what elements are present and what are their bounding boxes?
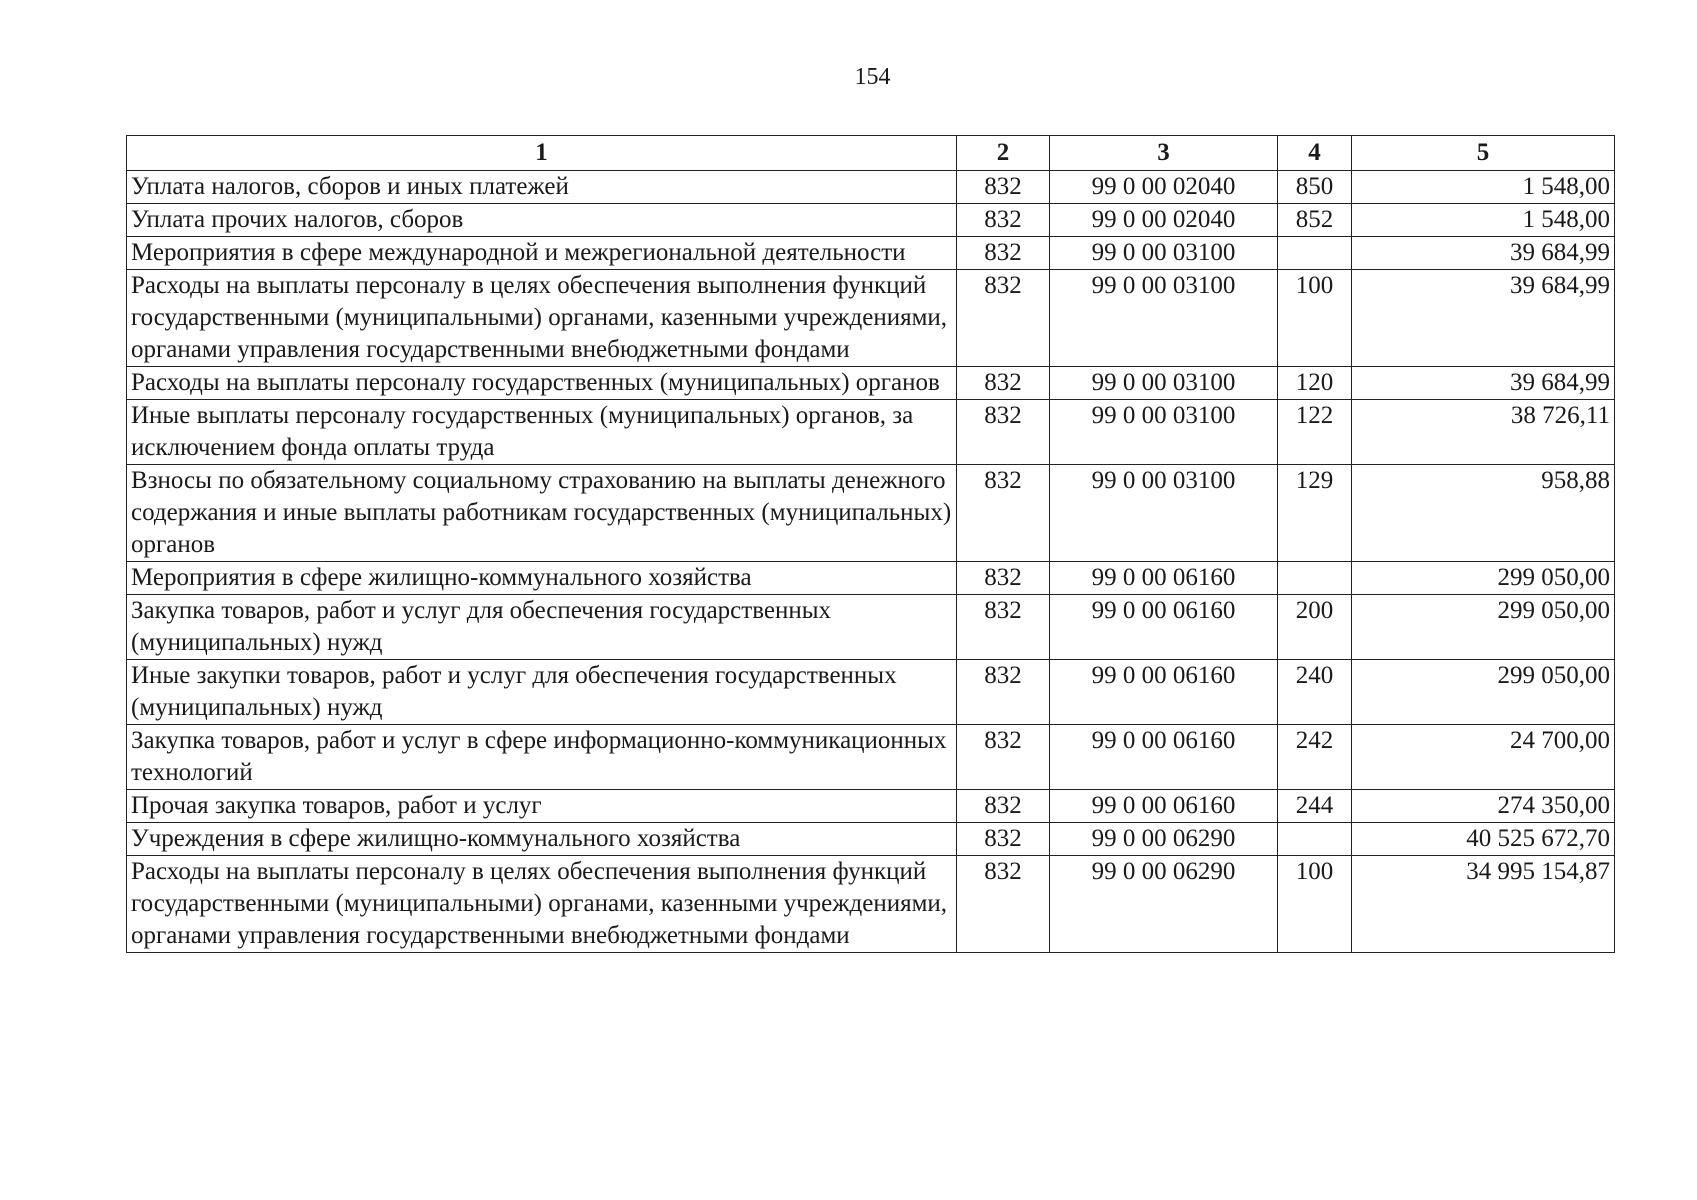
row-col2-cell: 832 bbox=[957, 270, 1050, 367]
row-amount-cell: 40 525 672,70 bbox=[1352, 823, 1615, 856]
budget-table bbox=[126, 135, 1615, 953]
row-name-cell: Иные выплаты персоналу государственных (муниципальных) органов, за исключением фонда оплаты труда bbox=[127, 400, 957, 465]
row-name-cell: Расходы на выплаты персоналу государственных (муниципальных) органов bbox=[127, 367, 957, 400]
row-col4-cell: 129 bbox=[1278, 465, 1352, 562]
row-col2-cell: 832 bbox=[957, 204, 1050, 237]
table-body bbox=[127, 171, 1615, 953]
row-col3-cell: 99 0 00 06160 bbox=[1050, 595, 1278, 660]
table-row bbox=[127, 400, 1615, 465]
row-col2-cell: 832 bbox=[957, 562, 1050, 595]
column-header-2: 2 bbox=[957, 136, 1050, 171]
row-amount-cell: 299 050,00 bbox=[1352, 595, 1615, 660]
table-row bbox=[127, 171, 1615, 204]
row-col4-cell: 200 bbox=[1278, 595, 1352, 660]
row-col4-cell: 244 bbox=[1278, 790, 1352, 823]
row-name-cell: Взносы по обязательному социальному страхованию на выплаты денежного содержания и иные выплаты работникам государственных (муниципальных) органов bbox=[127, 465, 957, 562]
row-col4-cell: 100 bbox=[1278, 270, 1352, 367]
page-number: 154 bbox=[854, 64, 891, 90]
row-col3-cell: 99 0 00 03100 bbox=[1050, 367, 1278, 400]
row-amount-cell: 24 700,00 bbox=[1352, 725, 1615, 790]
table-row bbox=[127, 595, 1615, 660]
row-col2-cell: 832 bbox=[957, 367, 1050, 400]
row-amount-cell: 39 684,99 bbox=[1352, 270, 1615, 367]
table-row bbox=[127, 660, 1615, 725]
row-col4-cell: 850 bbox=[1278, 171, 1352, 204]
row-col2-cell: 832 bbox=[957, 856, 1050, 953]
row-col2-cell: 832 bbox=[957, 790, 1050, 823]
table-row bbox=[127, 790, 1615, 823]
row-col4-cell bbox=[1278, 237, 1352, 270]
column-header-4: 4 bbox=[1278, 136, 1352, 171]
row-col3-cell: 99 0 00 02040 bbox=[1050, 204, 1278, 237]
row-name-cell: Расходы на выплаты персоналу в целях обеспечения выполнения функций государственными (муниципальными) органами, казенными учреждениями, органами управления государственными внебюджетными фондами bbox=[127, 856, 957, 953]
row-name-cell: Уплата прочих налогов, сборов bbox=[127, 204, 957, 237]
header-row bbox=[127, 136, 1615, 171]
row-col3-cell: 99 0 00 03100 bbox=[1050, 465, 1278, 562]
row-col4-cell bbox=[1278, 562, 1352, 595]
row-col4-cell: 122 bbox=[1278, 400, 1352, 465]
row-col3-cell: 99 0 00 06160 bbox=[1050, 562, 1278, 595]
row-name-cell: Иные закупки товаров, работ и услуг для обеспечения государственных (муниципальных) нужд bbox=[127, 660, 957, 725]
row-amount-cell: 38 726,11 bbox=[1352, 400, 1615, 465]
row-amount-cell: 39 684,99 bbox=[1352, 237, 1615, 270]
row-amount-cell: 39 684,99 bbox=[1352, 367, 1615, 400]
row-name-cell: Учреждения в сфере жилищно-коммунального хозяйства bbox=[127, 823, 957, 856]
row-col2-cell: 832 bbox=[957, 171, 1050, 204]
table-row bbox=[127, 204, 1615, 237]
row-amount-cell: 1 548,00 bbox=[1352, 204, 1615, 237]
row-col3-cell: 99 0 00 06160 bbox=[1050, 790, 1278, 823]
column-header-1: 1 bbox=[127, 136, 957, 171]
row-col2-cell: 832 bbox=[957, 400, 1050, 465]
row-col3-cell: 99 0 00 06160 bbox=[1050, 725, 1278, 790]
row-amount-cell: 274 350,00 bbox=[1352, 790, 1615, 823]
row-col2-cell: 832 bbox=[957, 660, 1050, 725]
table-row bbox=[127, 856, 1615, 953]
row-col3-cell: 99 0 00 03100 bbox=[1050, 270, 1278, 367]
row-col4-cell bbox=[1278, 823, 1352, 856]
row-col3-cell: 99 0 00 06160 bbox=[1050, 660, 1278, 725]
row-col3-cell: 99 0 00 03100 bbox=[1050, 237, 1278, 270]
row-col2-cell: 832 bbox=[957, 237, 1050, 270]
row-name-cell: Прочая закупка товаров, работ и услуг bbox=[127, 790, 957, 823]
row-col4-cell: 240 bbox=[1278, 660, 1352, 725]
table-row bbox=[127, 823, 1615, 856]
row-col2-cell: 832 bbox=[957, 725, 1050, 790]
row-name-cell: Уплата налогов, сборов и иных платежей bbox=[127, 171, 957, 204]
table-header bbox=[127, 136, 1615, 171]
row-col2-cell: 832 bbox=[957, 465, 1050, 562]
row-name-cell: Расходы на выплаты персоналу в целях обеспечения выполнения функций государственными (муниципальными) органами, казенными учреждениями, органами управления государственными внебюджетными фондами bbox=[127, 270, 957, 367]
table-row bbox=[127, 367, 1615, 400]
column-header-3: 3 bbox=[1050, 136, 1278, 171]
row-col4-cell: 852 bbox=[1278, 204, 1352, 237]
table-row bbox=[127, 725, 1615, 790]
row-name-cell: Закупка товаров, работ и услуг в сфере информационно-коммуникационных технологий bbox=[127, 725, 957, 790]
table-row bbox=[127, 465, 1615, 562]
table-row bbox=[127, 237, 1615, 270]
row-amount-cell: 34 995 154,87 bbox=[1352, 856, 1615, 953]
row-name-cell: Мероприятия в сфере жилищно-коммунального хозяйства bbox=[127, 562, 957, 595]
table-row bbox=[127, 270, 1615, 367]
row-col4-cell: 100 bbox=[1278, 856, 1352, 953]
row-col4-cell: 120 bbox=[1278, 367, 1352, 400]
row-amount-cell: 958,88 bbox=[1352, 465, 1615, 562]
row-col3-cell: 99 0 00 03100 bbox=[1050, 400, 1278, 465]
table-row bbox=[127, 562, 1615, 595]
row-col4-cell: 242 bbox=[1278, 725, 1352, 790]
row-name-cell: Закупка товаров, работ и услуг для обеспечения государственных (муниципальных) нужд bbox=[127, 595, 957, 660]
row-amount-cell: 299 050,00 bbox=[1352, 660, 1615, 725]
row-col3-cell: 99 0 00 06290 bbox=[1050, 856, 1278, 953]
row-col2-cell: 832 bbox=[957, 595, 1050, 660]
row-amount-cell: 299 050,00 bbox=[1352, 562, 1615, 595]
row-col2-cell: 832 bbox=[957, 823, 1050, 856]
row-col3-cell: 99 0 00 06290 bbox=[1050, 823, 1278, 856]
row-amount-cell: 1 548,00 bbox=[1352, 171, 1615, 204]
row-name-cell: Мероприятия в сфере международной и межрегиональной деятельности bbox=[127, 237, 957, 270]
column-header-5: 5 bbox=[1352, 136, 1615, 171]
row-col3-cell: 99 0 00 02040 bbox=[1050, 171, 1278, 204]
